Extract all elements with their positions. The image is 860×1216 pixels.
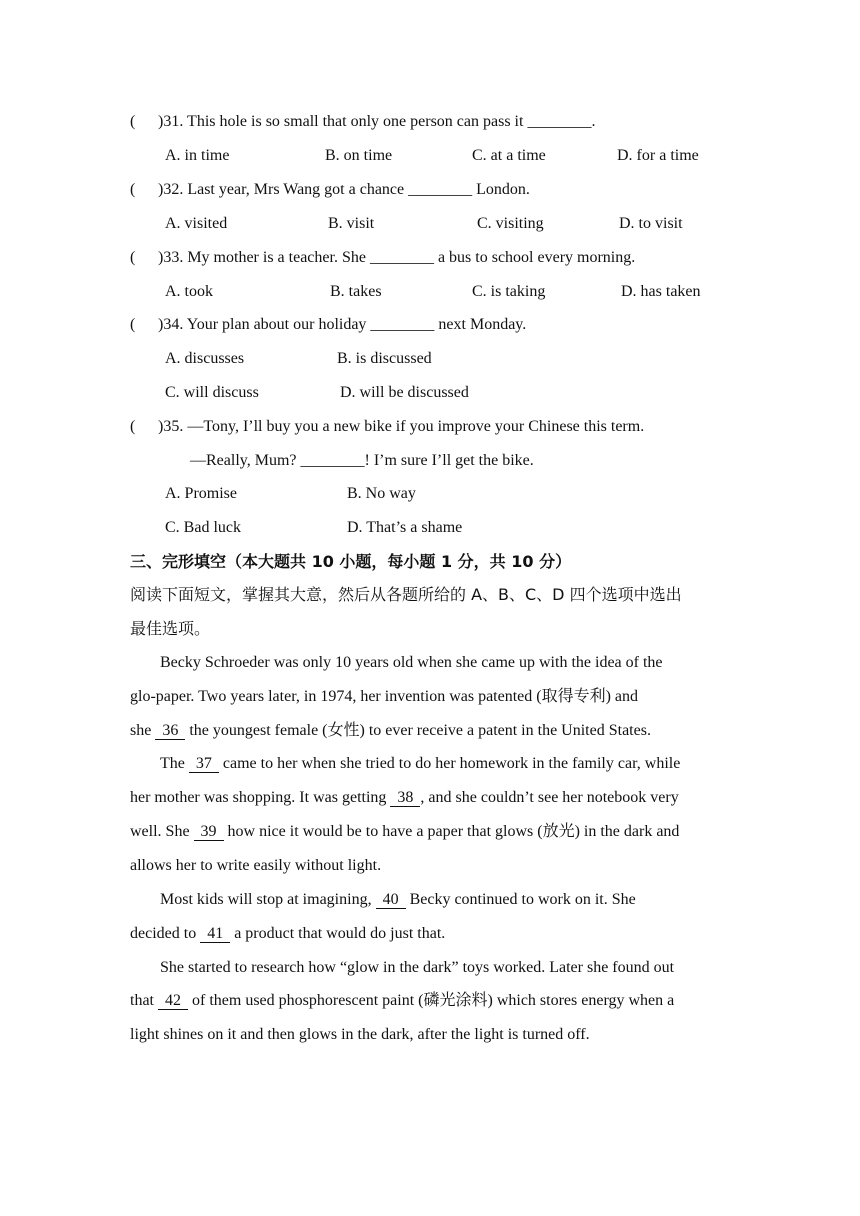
question-text: )32. Last year, Mrs Wang got a chance ________ London. xyxy=(158,181,530,198)
question-text: )33. My mother is a teacher. She ________ a bus to school every morning. xyxy=(158,249,636,266)
passage-text: her mother was shopping. It was getting xyxy=(130,789,387,806)
option-b: B. is discussed xyxy=(337,350,432,367)
answer-paren: ( xyxy=(130,316,136,333)
passage-line xyxy=(130,721,651,741)
option-c: C. visiting xyxy=(477,215,544,232)
blank-38: 38 xyxy=(390,790,420,807)
passage-line: She started to research how “glow in the dark” toys worked. Later she found out xyxy=(160,959,675,976)
blank-36: 36 xyxy=(155,723,185,740)
passage-text: well. She xyxy=(130,823,190,840)
option-c: C. at a time xyxy=(472,147,546,164)
answer-paren: ( xyxy=(130,181,136,198)
section-heading: 三、完形填空（本大题共 10 小题，每小题 1 分，共 10 分） xyxy=(130,552,572,571)
option-c: C. is taking xyxy=(472,283,546,300)
passage-line: light shines on it and then glows in the dark, after the light is turned off. xyxy=(130,1026,590,1043)
passage-line xyxy=(130,822,679,842)
option-d: D. will be discussed xyxy=(340,384,469,401)
section-instruction: 阅读下面短文，掌握其大意，然后从各题所给的 A、B、C、D 四个选项中选出 xyxy=(130,585,682,604)
question-text: )35. —Tony, I’ll buy you a new bike if you improve your Chinese this term. xyxy=(158,418,645,435)
blank-37: 37 xyxy=(189,756,219,773)
question-text: )31. This hole is so small that only one person can pass it ________. xyxy=(158,113,596,130)
option-d: D. to visit xyxy=(619,215,683,232)
section-instruction-cont: 最佳选项。 xyxy=(130,619,211,638)
blank-39: 39 xyxy=(194,824,224,841)
question-text: )34. Your plan about our holiday ________ next Monday. xyxy=(158,316,527,333)
passage-line: Becky Schroeder was only 10 years old when she came up with the idea of the xyxy=(160,654,663,671)
passage-text: she xyxy=(130,722,152,739)
passage-text: that xyxy=(130,992,154,1009)
option-a: A. took xyxy=(165,283,213,300)
option-b: B. takes xyxy=(330,283,382,300)
option-b: B. visit xyxy=(328,215,375,232)
passage-line xyxy=(130,924,445,944)
blank-41: 41 xyxy=(200,926,230,943)
answer-paren: ( xyxy=(130,249,136,266)
question-35-reply: —Really, Mum? ________! I’m sure I’ll get the bike. xyxy=(190,452,534,469)
answer-paren: ( xyxy=(130,418,136,435)
passage-text: a product that would do just that. xyxy=(234,925,446,942)
answer-paren: ( xyxy=(130,113,136,130)
blank-40: 40 xyxy=(376,892,406,909)
passage-line xyxy=(160,754,680,774)
option-d: D. has taken xyxy=(621,283,701,300)
option-a: A. discusses xyxy=(165,350,245,367)
passage-text: the youngest female (女性) to ever receive a patent in the United States. xyxy=(189,722,651,739)
option-c: C. will discuss xyxy=(165,384,259,401)
passage-text: Becky continued to work on it. She xyxy=(409,891,636,908)
option-a: A. Promise xyxy=(165,485,237,502)
passage-text: came to her when she tried to do her homework in the family car, while xyxy=(222,755,681,772)
passage-text: decided to xyxy=(130,925,197,942)
option-c: C. Bad luck xyxy=(165,519,241,536)
option-a: A. visited xyxy=(165,215,228,232)
passage-text: how nice it would be to have a paper that glows (放光) in the dark and xyxy=(227,823,680,840)
option-b: B. No way xyxy=(347,485,416,502)
option-b: B. on time xyxy=(325,147,393,164)
passage-text: The xyxy=(160,755,185,772)
passage-text: Most kids will stop at imagining, xyxy=(160,891,372,908)
option-d: D. That’s a shame xyxy=(347,519,463,536)
passage-line xyxy=(160,890,636,910)
option-a: A. in time xyxy=(165,147,230,164)
passage-text: of them used phosphorescent paint (磷光涂料) which stores energy when a xyxy=(192,992,675,1009)
blank-42: 42 xyxy=(158,993,188,1010)
option-d: D. for a time xyxy=(617,147,699,164)
passage-line: allows her to write easily without light. xyxy=(130,857,382,874)
passage-line xyxy=(130,788,679,808)
passage-line: glo-paper. Two years later, in 1974, her invention was patented (取得专利) and xyxy=(130,688,639,705)
passage-line xyxy=(130,991,674,1011)
passage-text: , and she couldn’t see her notebook very xyxy=(420,789,679,806)
